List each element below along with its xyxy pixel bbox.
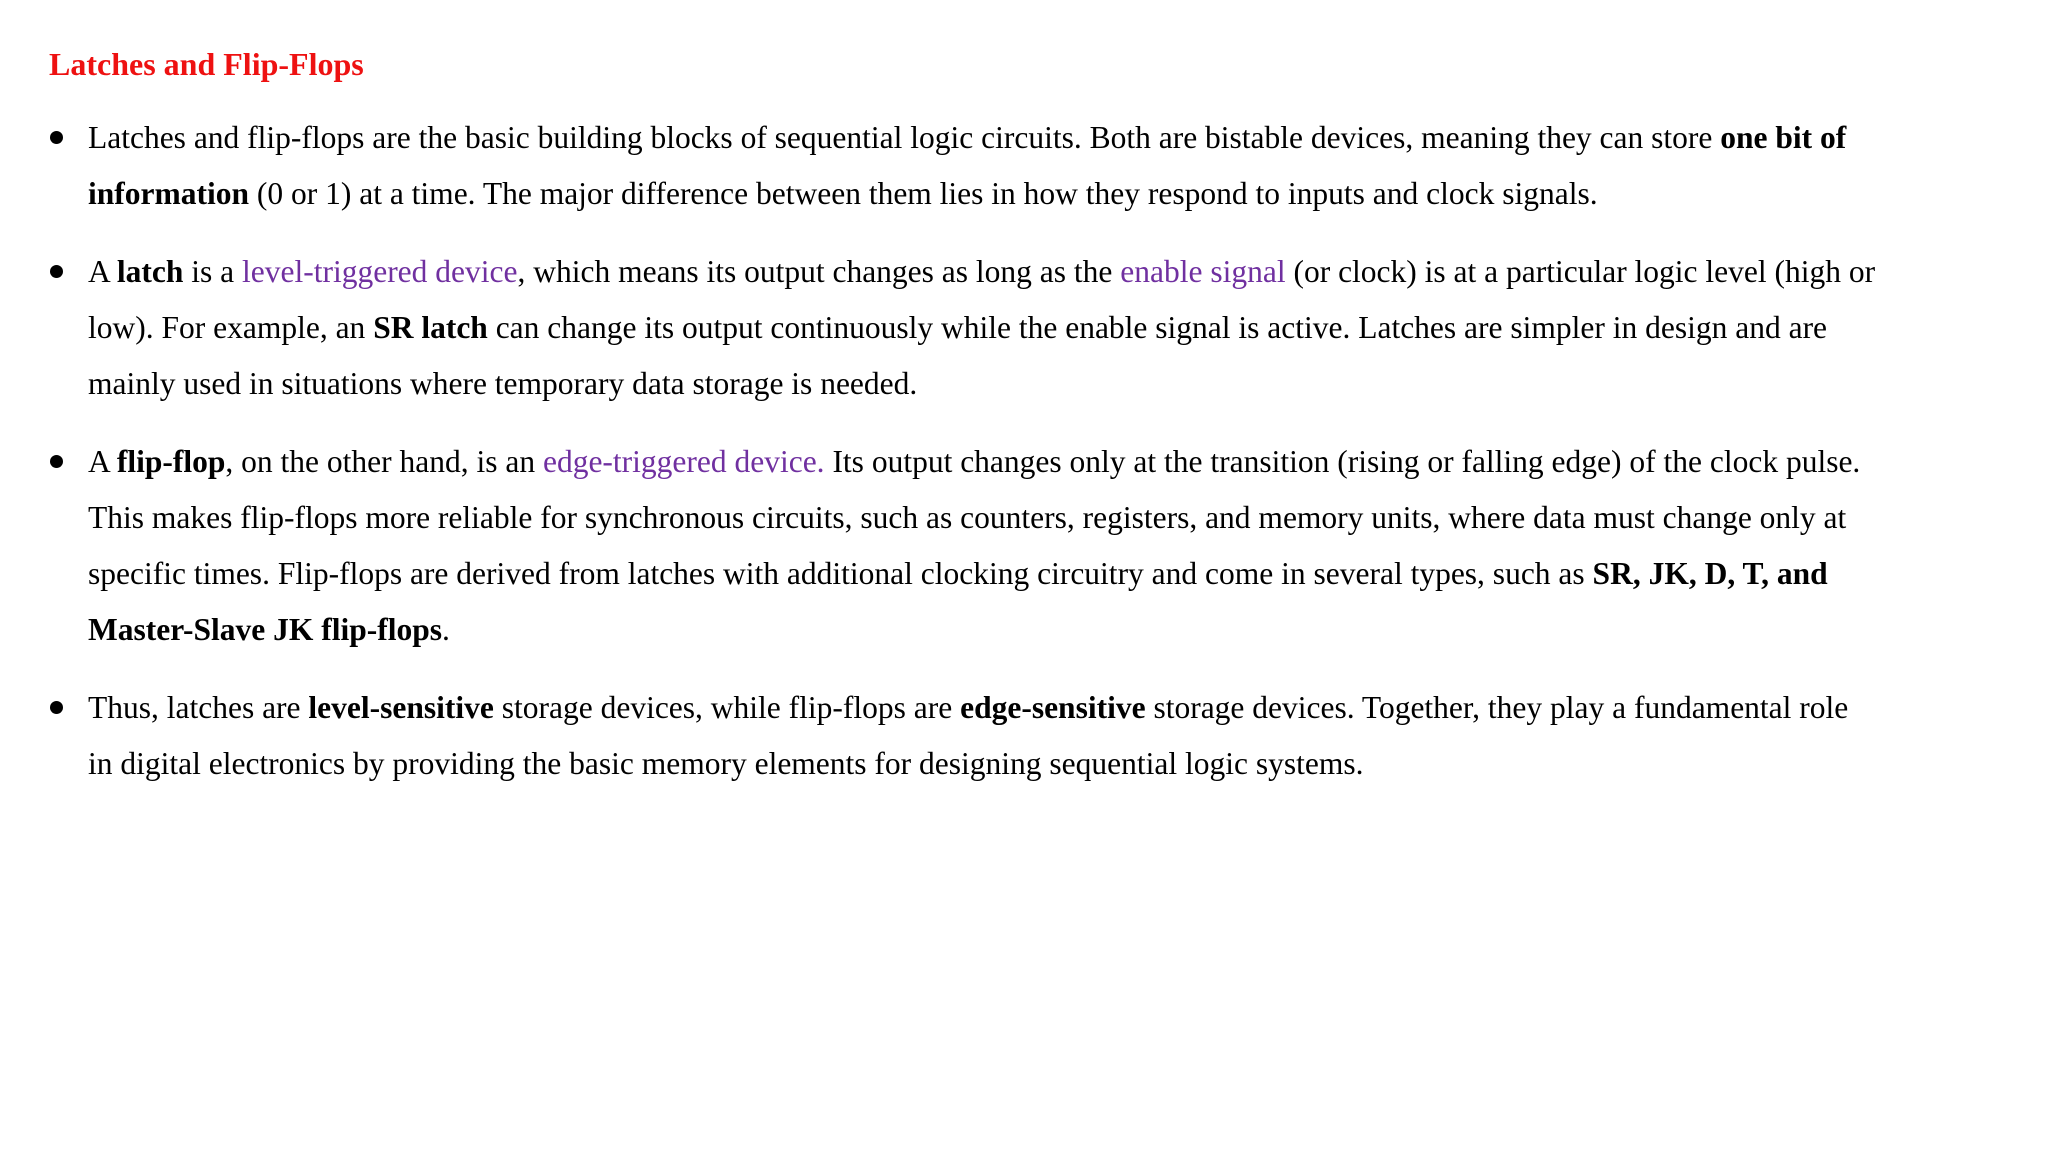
bullet-line	[88, 546, 2028, 602]
bullet-line	[88, 166, 2028, 222]
text-segment: in digital electronics by providing the basic memory elements for designing sequential logic systems.	[88, 746, 1364, 781]
bullet-line	[88, 300, 2028, 356]
bold-term: one bit of	[1720, 120, 1847, 155]
text-segment: specific times. Flip-flops are derived from latches with additional clocking circuitry and come in several types, such as	[88, 556, 1593, 591]
bullet-item	[0, 434, 2028, 658]
text-segment: .	[442, 612, 450, 647]
text-segment: mainly used in situations where temporary data storage is needed.	[88, 366, 918, 401]
bullet-line	[88, 602, 2028, 658]
document-title: Latches and Flip-Flops	[49, 46, 364, 82]
highlighted-term: edge-triggered device.	[542, 444, 825, 479]
bullet-line	[88, 490, 2028, 546]
bold-term: Master-Slave JK flip-flops	[88, 612, 443, 647]
bold-term: flip-flop	[116, 444, 226, 479]
text-segment: , which means its output changes as long as the	[517, 254, 1121, 289]
text-segment: This makes flip-flops more reliable for synchronous circuits, such as counters, registers, and memory units, where data must change only at	[88, 500, 1847, 535]
highlighted-term: enable signal	[1120, 254, 1286, 289]
bullet-dot-icon	[50, 455, 63, 468]
highlighted-term: level-triggered device	[242, 254, 518, 289]
text-segment: (or clock) is at a particular logic level (high or	[1285, 254, 1876, 289]
bullet-dot-icon	[50, 131, 63, 144]
bullet-item	[0, 110, 2028, 222]
bullet-line	[88, 736, 2028, 792]
text-segment: is a	[183, 254, 243, 289]
bold-term: SR latch	[373, 310, 488, 345]
bullet-line	[88, 434, 2028, 490]
bold-term: edge-sensitive	[960, 690, 1146, 725]
text-segment: (0 or 1) at a time. The major difference between them lies in how they respond to inputs and clock signals.	[249, 176, 1598, 211]
text-segment: , on the other hand, is an	[225, 444, 543, 479]
text-segment: Its output changes only at the transition (rising or falling edge) of the clock pulse.	[824, 444, 1861, 479]
bullet-dot-icon	[50, 701, 63, 714]
bullet-item	[0, 244, 2028, 412]
text-segment: storage devices. Together, they play a fundamental role	[1145, 690, 1849, 725]
bold-term: latch	[116, 254, 184, 289]
bold-term: level-sensitive	[308, 690, 494, 725]
text-segment: Latches and flip-flops are the basic building blocks of sequential logic circuits. Both are bistable devices, meaning they can store	[88, 120, 1721, 155]
bullet-line	[88, 356, 2028, 412]
bullet-line	[88, 110, 2028, 166]
text-segment: storage devices, while flip-flops are	[493, 690, 961, 725]
text-segment: can change its output continuously while the enable signal is active. Latches are simpler in design and are	[487, 310, 1828, 345]
text-segment: low). For example, an	[88, 310, 374, 345]
bullet-list	[0, 110, 2048, 814]
bullet-line	[88, 244, 2028, 300]
bullet-line	[88, 680, 2028, 736]
bullet-dot-icon	[50, 265, 63, 278]
bold-term: information	[88, 176, 249, 211]
bold-term: SR, JK, D, T, and	[1592, 556, 1828, 591]
text-segment: A	[88, 444, 117, 479]
text-segment: A	[88, 254, 117, 289]
text-segment: Thus, latches are	[88, 690, 309, 725]
bullet-item	[0, 680, 2028, 792]
